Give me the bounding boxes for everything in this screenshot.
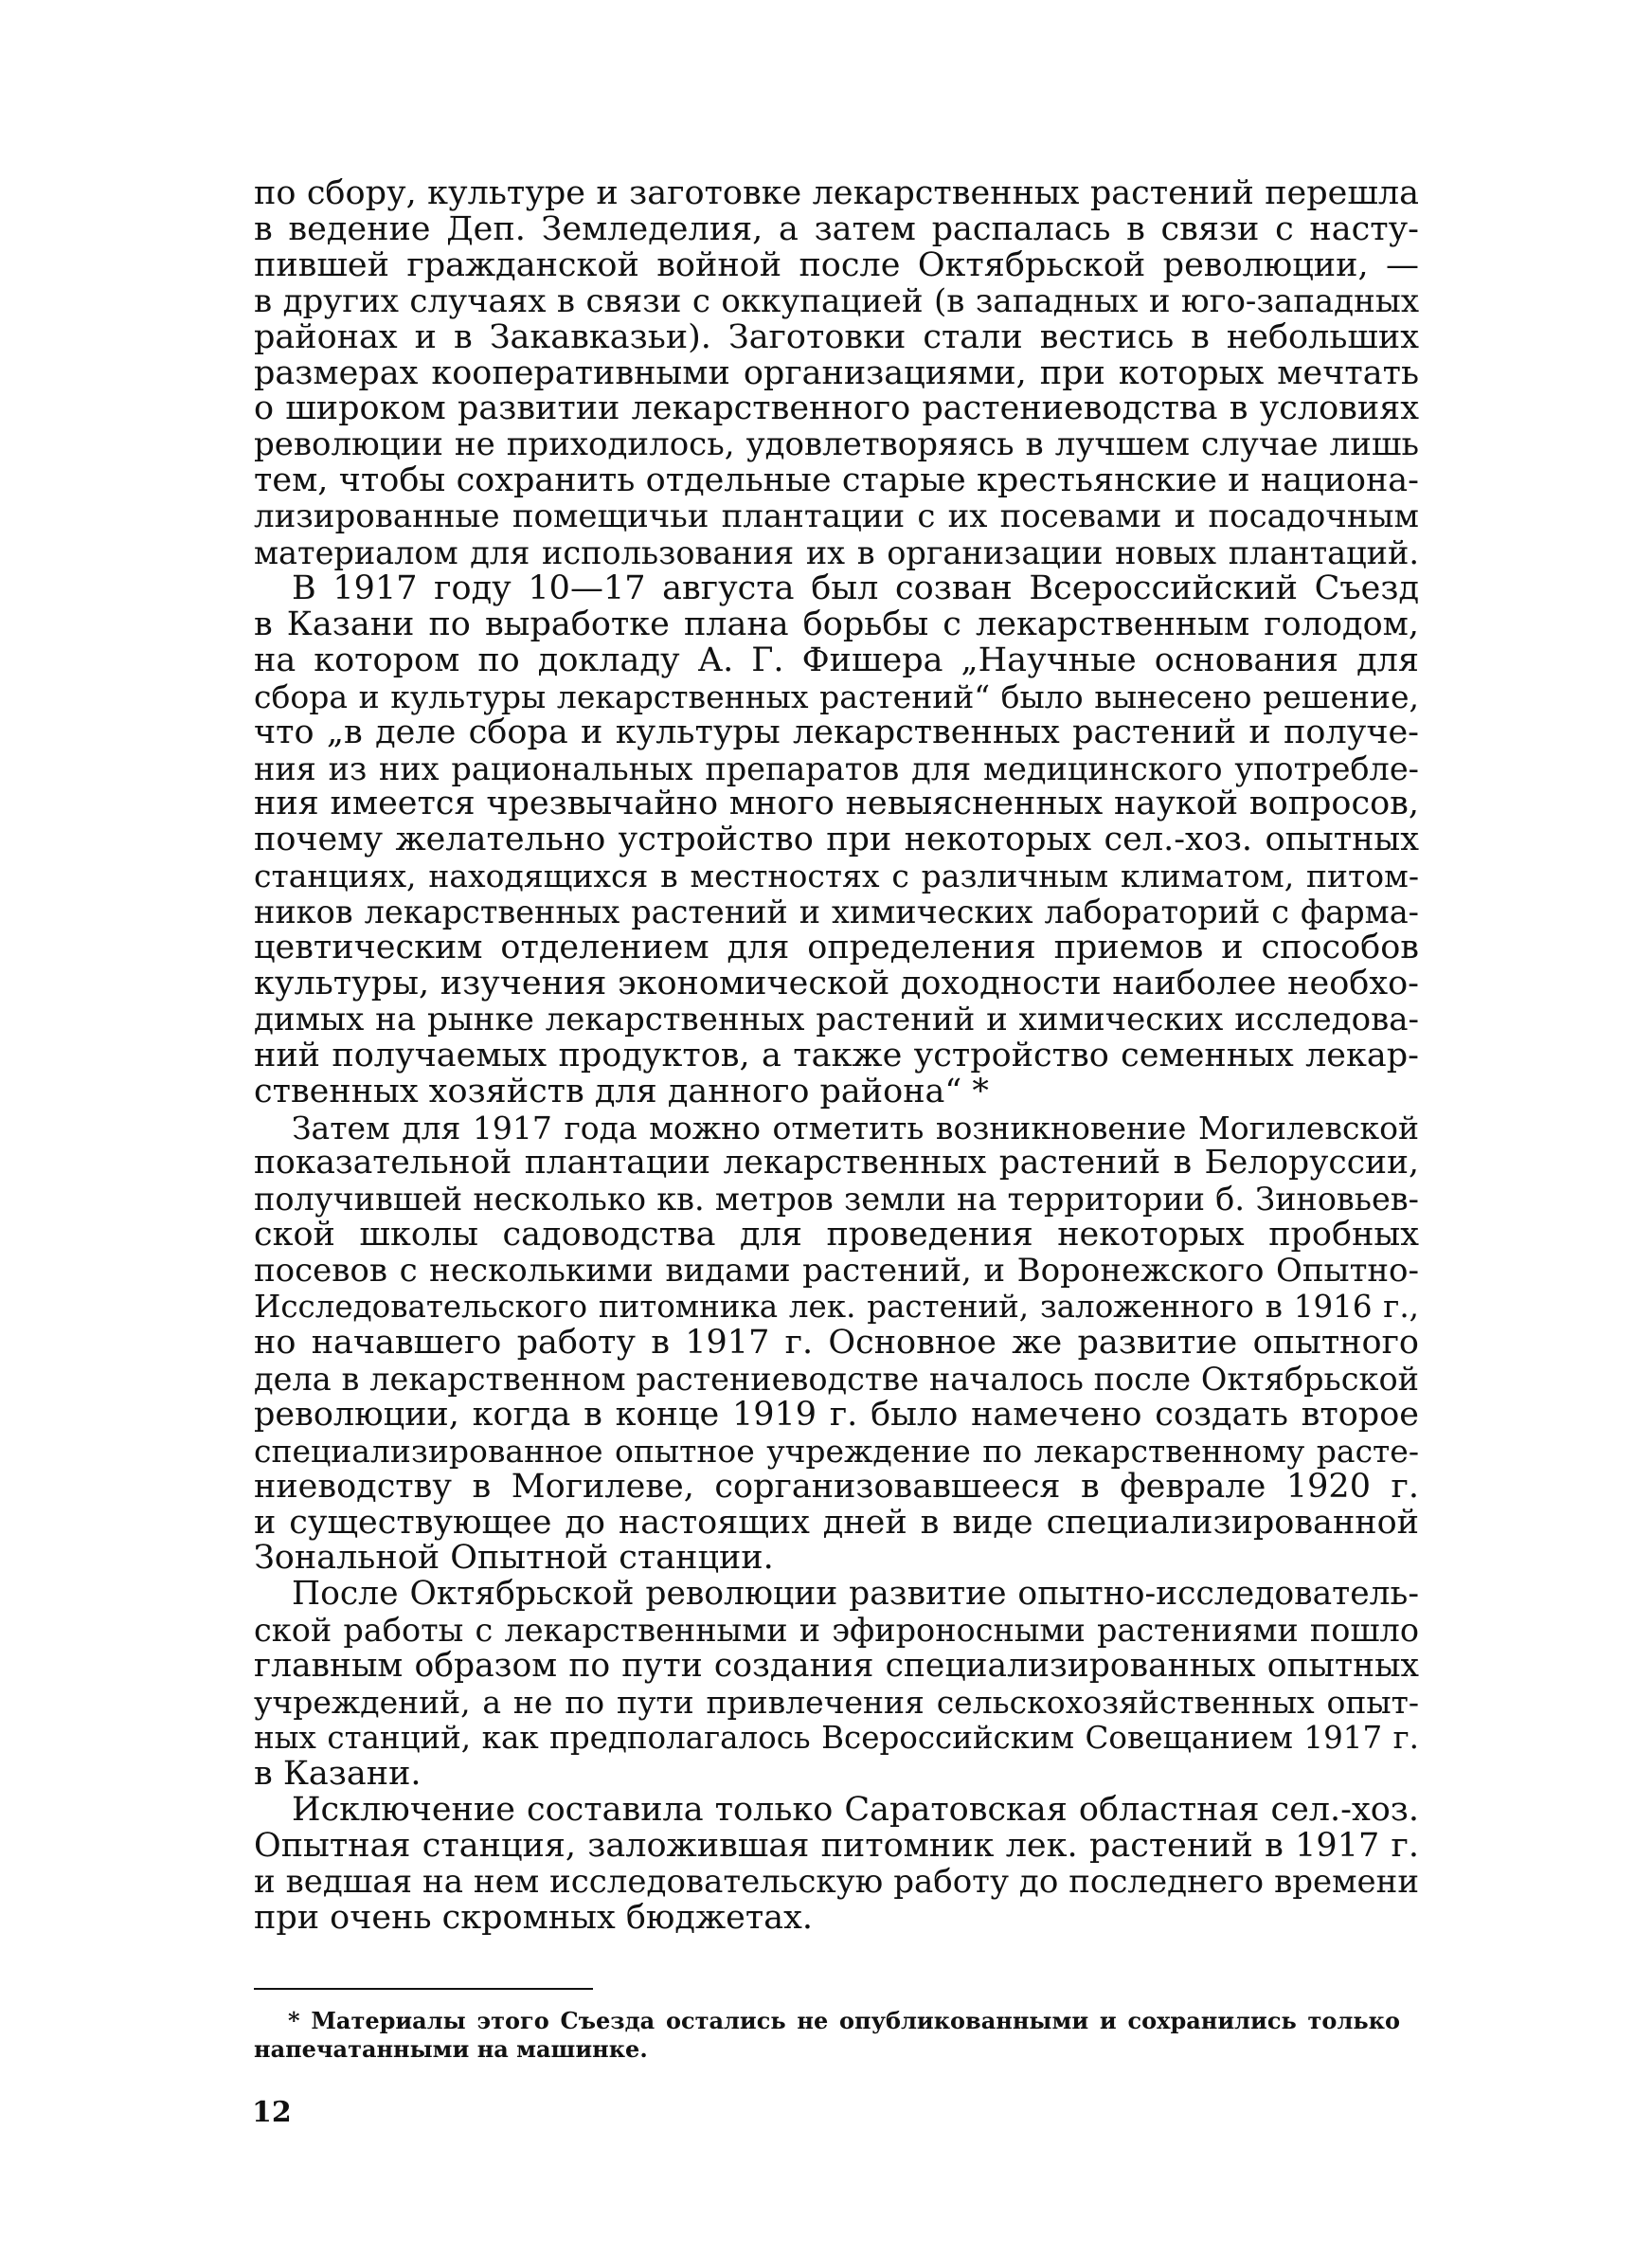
text-line: в других случаях в связи с оккупацией (в западных и юго-западных [254,281,1419,320]
text-line: получившей несколько кв. метров земли на территории б. Зиновьев- [254,1181,1419,1219]
text-line: ных станций, как предполагалось Всероссийским Совещанием 1917 г. [254,1719,1419,1756]
text-line: ской школы садоводства для проведения некоторых пробных [254,1216,1419,1255]
text-line: дела в лекарственном растениеводстве началось после Октябрьской [254,1360,1419,1398]
text-line: и существующее до настоящих дней в виде специализированной [254,1503,1419,1542]
page-number: 12 [252,2096,292,2129]
text-line: пившей гражданской войной после Октябрьской революции, — [254,245,1419,284]
text-line: ниеводству в Могилеве, сорганизовавшееся в феврале 1920 г. [254,1467,1419,1506]
text-line: показательной плантации лекарственных растений в Белоруссии, [254,1144,1419,1183]
footnote-line: * Материалы этого Съезда остались не опубликованными и сохранились только [288,2007,1400,2034]
text-line: по сбору, культуре и заготовке лекарственных растений перешла [254,174,1419,212]
text-line: на котором по докладу А. Г. Фишера „Научные основания для [254,641,1419,679]
text-line: Исследовательского питомника лек. растений, заложенного в 1916 г., [254,1289,1419,1326]
text-line: Затем для 1917 года можно отметить возникновение Могилевской [292,1109,1419,1147]
footnote-line: напечатанными на машинке. [254,2035,648,2063]
text-line: посевов с несколькими видами растений, и Воронежского Опытно- [254,1252,1419,1291]
paragraph-2 [254,571,1419,1110]
text-line: культуры, изучения экономической доходности наиболее необхо- [254,964,1419,1002]
text-line: специализированное опытное учреждение по лекарственному расте- [254,1432,1419,1470]
text-line: но начавшего работу в 1917 г. Основное же развитие опытного [254,1324,1419,1362]
text-line: в Казани по выработке плана борьбы с лекарственным голодом, [254,605,1419,643]
text-line: В 1917 году 10—17 августа был созван Всероссийский Съезд [292,569,1419,607]
text-line: цевтическим отделением для определения приемов и способов [254,929,1419,967]
text-line: ния из них рациональных препаратов для медицинского употребле- [254,749,1419,787]
text-line: Исключение составила только Саратовская областная сел.-хоз. [292,1790,1419,1829]
paragraph-5 [254,1790,1419,1937]
text-line: о широком развитии лекарственного растениеводства в условиях [254,389,1419,428]
paragraph-1 [254,176,1419,571]
text-line: в ведение Деп. Земледелия, а затем распалась в связи с насту- [254,209,1419,248]
text-line: ственных хозяйств для данного района“ * [254,1072,989,1110]
text-line: сбора и культуры лекарственных растений“ было вынесено решение, [254,677,1419,715]
text-line: материалом для использования их в организации новых плантаций. [254,534,1419,572]
text-line: в Казани. [254,1754,422,1793]
main-text [254,176,1419,1936]
text-line: главным образом по пути создания специализированных опытных [254,1647,1419,1686]
text-line: ний получаемых продуктов, а также устройство семенных лекар- [254,1036,1419,1074]
text-line: революции не приходилось, удовлетворяясь в лучшем случае лишь [254,425,1419,464]
text-line: что „в деле сбора и культуры лекарственных растений и получе- [254,713,1419,751]
text-line: димых на рынке лекарственных растений и химических исследова- [254,1000,1419,1038]
text-line: ников лекарственных растений и химических лабораторий с фарма- [254,894,1419,931]
text-line: После Октябрьской революции развитие опытно-исследователь- [292,1575,1419,1614]
text-line: станциях, находящихся в местностях с различным климатом, питом- [254,858,1419,895]
text-line: ния имеется чрезвычайно много невыясненных наукой вопросов, [254,785,1419,823]
paragraph-4 [254,1577,1419,1792]
text-line: Опытная станция, заложившая питомник лек. растений в 1917 г. [254,1826,1419,1865]
footnote [254,2007,1400,2064]
text-line: при очень скромных бюджетах. [254,1898,813,1937]
text-line: тем, чтобы сохранить отдельные старые крестьянские и национа- [254,461,1419,500]
text-line: Зональной Опытной станции. [254,1539,774,1578]
text-line: районах и в Закавказьи). Заготовки стали вестись в небольших [254,317,1419,356]
text-line: ской работы с лекарственными и эфироносными растениями пошло [254,1612,1419,1650]
text-line: почему желательно устройство при некоторых сел.-хоз. опытных [254,821,1419,859]
text-line: революции, когда в конце 1919 г. было намечено создать второе [254,1395,1419,1434]
text-line: лизированные помещичьи плантации с их посевами и посадочным [254,497,1419,536]
text-line: учреждений, а не по пути привлечения сельскохозяйственных опыт- [254,1684,1419,1722]
footnote-divider [254,1988,593,1990]
text-line: размерах кооперативными организациями, при которых мечтать [254,353,1419,392]
paragraph-3 [254,1110,1419,1578]
text-line: и ведшая на нем исследовательскую работу до последнего времени [254,1862,1419,1901]
